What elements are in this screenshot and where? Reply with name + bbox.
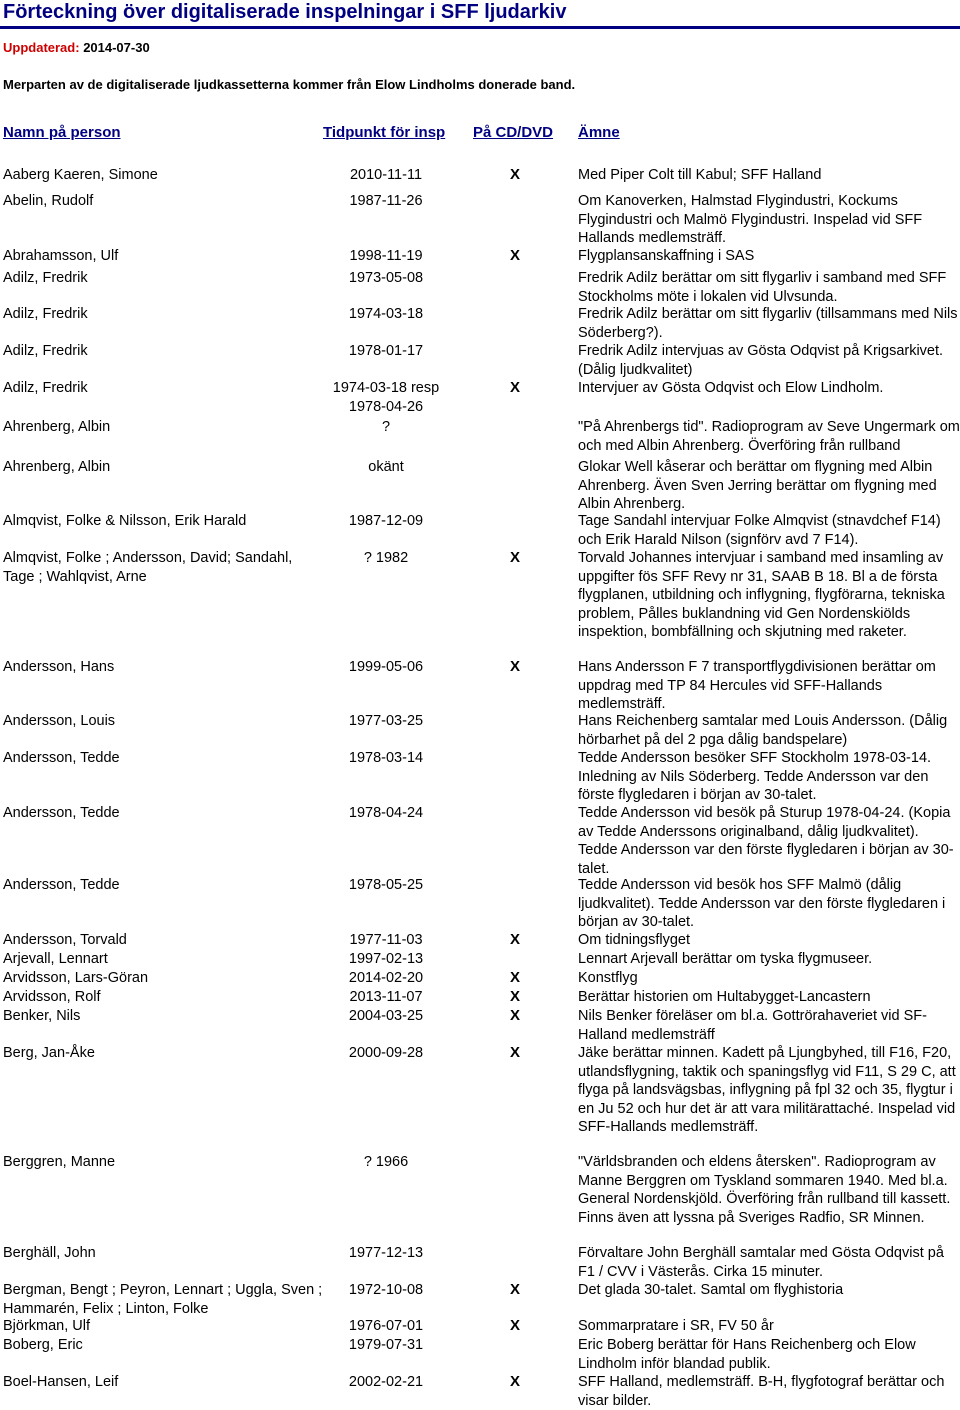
topic-cell: Tedde Andersson vid besök hos SFF Malmö (dålig ljudkvalitet). Tedde Andersson var den förste flygledaren i början av 30-talet.	[578, 877, 946, 930]
date-cell: 1979-07-31	[348, 1337, 424, 1353]
topic-cell: Flygplansanskaffning i SAS	[578, 248, 755, 264]
cd-cell: X	[509, 549, 520, 566]
date-cell: ?	[381, 419, 391, 435]
topic-cell: Konstflyg	[578, 970, 638, 986]
date-cell: 1977-12-13	[348, 1245, 424, 1261]
date-cell: 1998-11-19	[349, 248, 423, 264]
name-cell: Ahrenberg, Albin	[3, 459, 111, 475]
name-cell: Adilz, Fredrik	[3, 306, 88, 322]
cd-cell: X	[509, 988, 520, 1005]
date-cell: 1972-10-08	[348, 1282, 424, 1298]
name-cell: Adilz, Fredrik	[3, 380, 88, 396]
cd-cell: X	[509, 658, 520, 675]
updated-label: Uppdaterad:	[3, 40, 80, 55]
name-cell: Abrahamsson, Ulf	[3, 248, 119, 264]
name-cell: Abelin, Rudolf	[3, 193, 94, 209]
date-cell: 1973-05-08	[348, 270, 424, 286]
topic-cell: Lennart Arjevall berättar om tyska flygmuseer.	[578, 951, 873, 967]
date-cell: 1978-04-24	[348, 805, 424, 821]
name-cell: Arvidsson, Lars-Göran	[3, 970, 149, 986]
name-cell: Benker, Nils	[3, 1008, 81, 1024]
topic-cell: Förvaltare John Berghäll samtalar med Gösta Odqvist på F1 / CVV i Västerås. Cirka 15 minuter.	[578, 1245, 944, 1280]
name-cell: Berggren, Manne	[3, 1154, 116, 1170]
name-cell: Arvidsson, Rolf	[3, 989, 101, 1005]
cd-cell: X	[509, 1373, 520, 1390]
name-cell: Andersson, Tedde	[3, 750, 120, 766]
date-cell: 1987-11-26	[349, 193, 423, 209]
date-cell: 1978-03-14	[348, 750, 424, 766]
name-cell: Boel-Hansen, Leif	[3, 1374, 119, 1390]
topic-cell: Med Piper Colt till Kabul; SFF Halland	[578, 167, 822, 183]
cd-cell: X	[509, 1044, 520, 1061]
page-title: Förteckning över digitaliserade inspelningar i SFF ljudarkiv	[3, 1, 567, 23]
name-cell: Berg, Jan-Åke	[3, 1045, 95, 1061]
name-cell: Andersson, Hans	[3, 659, 115, 675]
topic-cell: Om tidningsflyget	[578, 932, 691, 948]
name-cell: Ahrenberg, Albin	[3, 419, 111, 435]
name-cell: Andersson, Tedde	[3, 805, 120, 821]
date-cell: 2000-09-28	[348, 1045, 424, 1061]
column-header-topic: Ämne	[578, 124, 620, 141]
name-cell: Andersson, Torvald	[3, 932, 127, 948]
topic-cell: Nils Benker föreläser om bl.a. Gottrörahaveriet vid SF-Halland medlemsträff	[578, 1008, 927, 1043]
date-cell: 1978-01-17	[348, 343, 424, 359]
topic-cell: Fredrik Adilz berättar om sitt flygarliv (tillsammans med Nils Söderberg?).	[578, 306, 958, 341]
topic-cell: "Världsbranden och eldens återsken". Radioprogram av Manne Berggren om Tyskland sommaren 1940. Med bl.a. General Nordenskjöld. Överföring från rullband till kassett. Finns även att lyssna på Sveriges Radfio, SR Minnen.	[578, 1154, 951, 1226]
topic-cell: Jäke berättar minnen. Kadett på Ljungbyhed, till F16, F20, utlandsflygning, taktik och spaningsflyg vid F11, S 29 C, att flyga på landsvägsbas, inflygning på fpl 32 och 35, flygtur i en Ju 52 och hur det är att vara militärattaché. Inspelad vid SFF-Hallands medlemsträff.	[578, 1045, 956, 1135]
date-cell: 2010-11-11	[349, 167, 423, 183]
cd-cell: X	[509, 166, 520, 183]
updated-line	[3, 40, 150, 55]
date-cell: 1976-07-01	[348, 1318, 424, 1334]
name-cell: Almqvist, Folke ; Andersson, David; Sandahl, Tage ; Wahlqvist, Arne	[3, 550, 293, 585]
name-cell: Andersson, Tedde	[3, 877, 120, 893]
name-cell: Almqvist, Folke & Nilsson, Erik Harald	[3, 513, 247, 529]
topic-cell: Berättar historien om Hultabygget-Lancastern	[578, 989, 871, 1005]
topic-cell: Om Kanoverken, Halmstad Flygindustri, Kockums Flygindustri och Malmö Flygindustri. Inspelad vid SFF Hallands medlemsträff.	[578, 193, 923, 246]
topic-cell: Tedde Andersson besöker SFF Stockholm 1978-03-14. Inledning av Nils Söderberg. Tedde Andersson var den förste flygledaren i början av 30-talet.	[578, 750, 932, 803]
name-cell: Adilz, Fredrik	[3, 343, 88, 359]
date-cell: 2004-03-25	[348, 1008, 424, 1024]
date-cell: ? 1966	[363, 1154, 409, 1170]
column-header-name: Namn på person	[3, 124, 121, 141]
intro-text: Merparten av de digitaliserade ljudkassetterna kommer från Elow Lindholms donerade band.	[3, 77, 576, 92]
name-cell: Andersson, Louis	[3, 713, 116, 729]
topic-cell: Tedde Andersson vid besök på Sturup 1978-04-24. (Kopia av Tedde Anderssons originalband, dålig ljudkvalitet). Tedde Andersson var den förste flygledaren i början av 30-talet.	[578, 805, 954, 877]
date-cell: 1974-03-18	[348, 306, 424, 322]
topic-cell: Tage Sandahl intervjuar Folke Almqvist (stnavdchef F14) och Erik Harald Nilson (signförv avd 7 F14).	[578, 513, 941, 548]
topic-cell: Fredrik Adilz berättar om sitt flygarliv i samband med SFF Stockholms möte i lokalen vid Ulvsunda.	[578, 270, 947, 305]
topic-cell: Det glada 30-talet. Samtal om flyghistoria	[578, 1282, 844, 1298]
cd-cell: X	[509, 1281, 520, 1298]
column-header-cd: På CD/DVD	[473, 124, 554, 141]
cd-cell: X	[509, 247, 520, 264]
name-cell: Arjevall, Lennart	[3, 951, 108, 967]
date-cell: 2002-02-21	[348, 1374, 424, 1390]
date-cell: 2013-11-07	[349, 989, 423, 1005]
topic-cell: Hans Andersson F 7 transportflygdivisionen berättar om uppdrag med TP 84 Hercules vid SFF-Hallands medlemsträff.	[578, 659, 936, 712]
cd-cell: X	[509, 1007, 520, 1024]
date-cell: 1999-05-06	[348, 659, 424, 675]
topic-cell: SFF Halland, medlemsträff. B-H, flygfotograf berättar och visar bilder.	[578, 1374, 945, 1409]
date-cell: 2014-02-20	[348, 970, 424, 986]
name-cell: Berghäll, John	[3, 1245, 96, 1261]
cd-cell: X	[509, 1317, 520, 1334]
name-cell: Boberg, Eric	[3, 1337, 83, 1353]
date-cell: 1977-03-25	[348, 713, 424, 729]
title-underline	[0, 26, 960, 29]
topic-cell: Sommarpratare i SR, FV 50 år	[578, 1318, 774, 1334]
name-cell: Bergman, Bengt ; Peyron, Lennart ; Uggla, Sven ; Hammarén, Felix ; Linton, Folke	[3, 1282, 323, 1317]
cd-cell: X	[509, 969, 520, 986]
cd-cell: X	[509, 379, 520, 396]
name-cell: Björkman, Ulf	[3, 1318, 91, 1334]
date-cell: 1978-05-25	[348, 877, 424, 893]
topic-cell: Eric Boberg berättar för Hans Reichenberg och Elow Lindholm inför blandad publik.	[578, 1337, 916, 1372]
date-cell: 1987-12-09	[348, 513, 424, 529]
topic-cell: Glokar Well kåserar och berättar om flygning med Albin Ahrenberg. Även Sven Jerring berättar om flygning med Albin Ahrenberg.	[578, 459, 937, 512]
updated-value: 2014-07-30	[83, 40, 150, 55]
date-cell: 1974-03-18 resp 1978-04-26	[332, 380, 440, 415]
topic-cell: Fredrik Adilz intervjuas av Gösta Odqvist på Krigsarkivet. (Dålig ljudkvalitet)	[578, 343, 944, 378]
date-cell: 1977-11-03	[349, 932, 423, 948]
date-cell: 1997-02-13	[348, 951, 424, 967]
date-cell: ? 1982	[363, 550, 409, 566]
topic-cell: Hans Reichenberg samtalar med Louis Andersson. (Dålig hörbarhet på del 2 pga dålig bandspelare)	[578, 713, 948, 748]
column-header-date: Tidpunkt för insp	[323, 124, 446, 141]
topic-cell: Torvald Johannes intervjuar i samband med insamling av uppgifter fös SFF Revy nr 31, SAAB B 18. Bl a de första flygplanen, utbildning och inflygning, flygförarna, tekniska problem, Pålles buklandning vid Gen Nordenskiölds inspektion, bombfällning och skjutning med raketer.	[578, 550, 945, 640]
name-cell: Adilz, Fredrik	[3, 270, 88, 286]
topic-cell: Intervjuer av Gösta Odqvist och Elow Lindholm.	[578, 380, 884, 396]
name-cell: Aaberg Kaeren, Simone	[3, 167, 158, 183]
topic-cell: "På Ahrenbergs tid". Radioprogram av Seve Ungermark om och med Albin Ahrenberg. Överföring från rullband	[578, 419, 960, 454]
cd-cell: X	[509, 931, 520, 948]
date-cell: okänt	[368, 459, 404, 475]
